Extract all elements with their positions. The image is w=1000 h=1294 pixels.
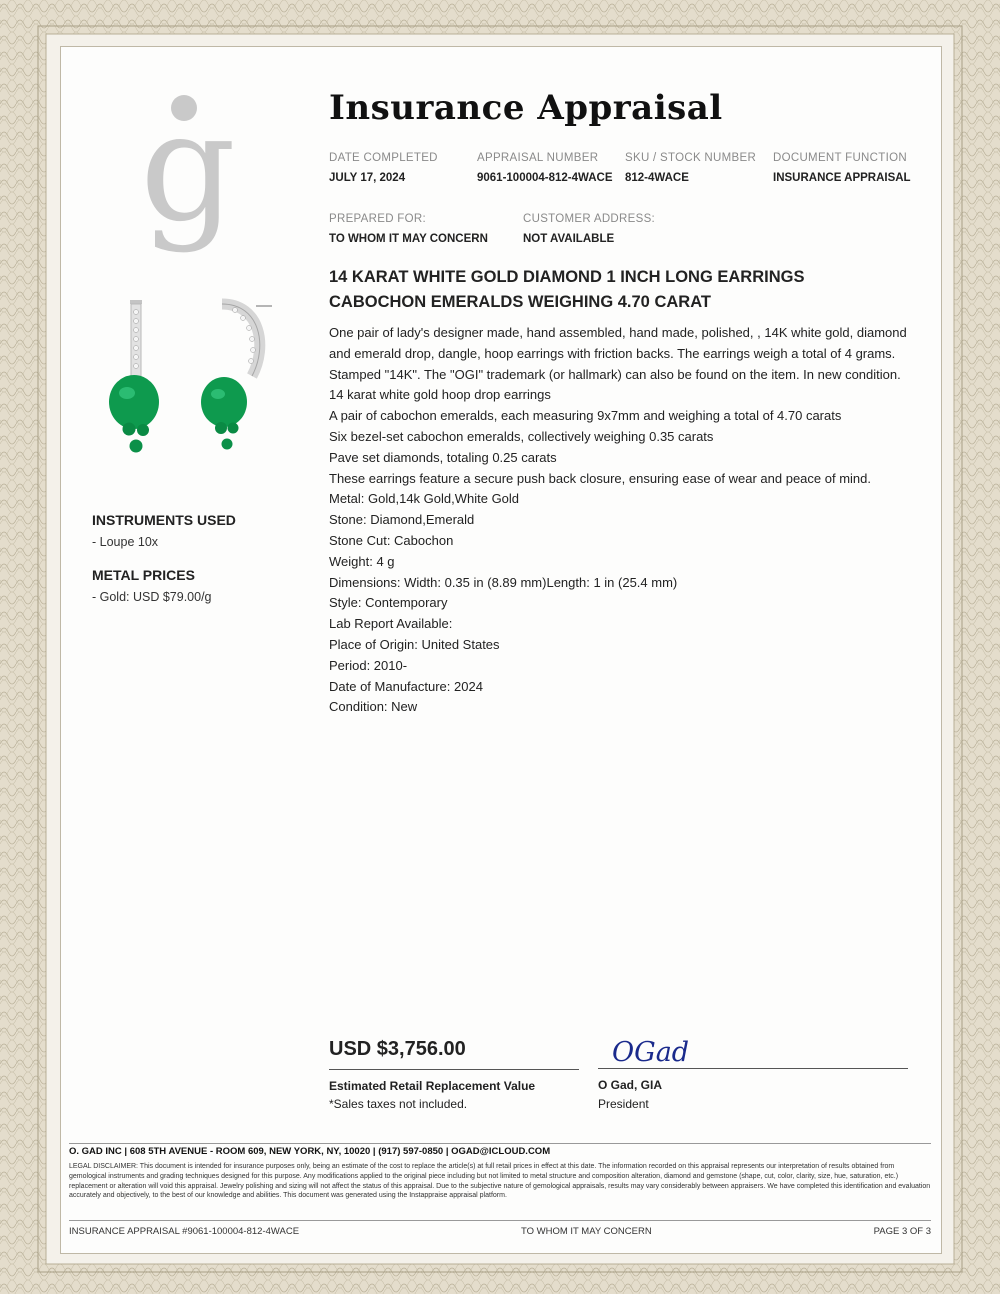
description-line: These earrings feature a secure push back closure, ensuring ease of wear and peace of mind. bbox=[329, 470, 871, 486]
meta-value: INSURANCE APPRAISAL bbox=[773, 172, 911, 184]
signer-name: O Gad, GIA bbox=[598, 1078, 663, 1092]
description-line: Place of Origin: United States bbox=[329, 636, 500, 652]
valuation-block bbox=[329, 1038, 579, 1111]
document-title: Insurance Appraisal bbox=[329, 88, 723, 128]
description-line: Weight: 4 g bbox=[329, 553, 395, 569]
meta-label: APPRAISAL NUMBER bbox=[477, 152, 599, 164]
logo-letter: g bbox=[139, 94, 237, 255]
meta-label: DATE COMPLETED bbox=[329, 152, 438, 164]
meta-value: NOT AVAILABLE bbox=[523, 233, 615, 245]
signer-role: President bbox=[598, 1097, 649, 1111]
company-contact-line: O. GAD INC | 608 5TH AVENUE - ROOM 609, NEW YORK, NY, 10020 | (917) 597-0850 | OGAD@ICLOUD.COM bbox=[69, 1143, 931, 1157]
meta-prepared-for bbox=[329, 213, 488, 245]
description-line: Style: Contemporary bbox=[329, 595, 448, 611]
meta-label: SKU / STOCK NUMBER bbox=[625, 152, 757, 164]
meta-value: 812-4WACE bbox=[625, 172, 689, 184]
emerald-right-main bbox=[201, 377, 247, 427]
description-line: Stone: Diamond,Emerald bbox=[329, 512, 475, 528]
description-line: One pair of lady's designer made, hand assembled, hand made, polished, , 14K white gold, diamond and emerald drop, dangle, hoop earrings with friction backs. The earrings weigh a total of 4 grams. Stamped "14K". The "OGI" trademark (or hallmark) can also be found on the item. In new condition. bbox=[329, 325, 907, 382]
meta-document-function bbox=[773, 152, 911, 184]
meta-value: JULY 17, 2024 bbox=[329, 172, 406, 184]
meta-appraisal-number bbox=[477, 152, 613, 184]
description-line: 14 karat white gold hoop drop earrings bbox=[329, 387, 551, 403]
description-line: Period: 2010- bbox=[329, 657, 408, 673]
item-title bbox=[329, 265, 909, 315]
signature-icon bbox=[598, 1030, 718, 1068]
description-line: Condition: New bbox=[329, 699, 418, 715]
instruments-heading: INSTRUMENTS USED bbox=[92, 512, 236, 528]
meta-sku bbox=[625, 152, 756, 184]
description-line: Six bezel-set cabochon emeralds, collectively weighing 0.35 carats bbox=[329, 428, 714, 444]
meta-value: TO WHOM IT MAY CONCERN bbox=[329, 233, 488, 245]
replacement-value-price: USD $3,756.00 bbox=[329, 1038, 579, 1070]
item-title-line: 14 KARAT WHITE GOLD DIAMOND 1 INCH LONG EARRINGS bbox=[329, 268, 805, 286]
description-line: Lab Report Available: bbox=[329, 616, 453, 632]
emerald-left-main bbox=[109, 375, 159, 429]
description-line: Dimensions: Width: 0.35 in (8.89 mm)Length: 1 in (25.4 mm) bbox=[329, 574, 678, 590]
instruments-value: - Loupe 10x bbox=[92, 535, 159, 549]
sidebar-info bbox=[92, 512, 302, 622]
footer-page-number: PAGE 3 OF 3 bbox=[873, 1226, 931, 1237]
replacement-value-label: Estimated Retail Replacement Value bbox=[329, 1079, 536, 1093]
footer-recipient: TO WHOM IT MAY CONCERN bbox=[520, 1226, 652, 1237]
footer-appraisal-id: INSURANCE APPRAISAL #9061-100004-812-4WACE bbox=[69, 1226, 300, 1237]
description-line: Metal: Gold,14k Gold,White Gold bbox=[329, 491, 520, 507]
metal-prices-heading: METAL PRICES bbox=[92, 567, 195, 583]
meta-customer-address bbox=[523, 213, 655, 245]
sales-tax-note: *Sales taxes not included. bbox=[329, 1097, 468, 1111]
meta-label: DOCUMENT FUNCTION bbox=[773, 152, 907, 164]
earrings-product-image bbox=[100, 296, 275, 468]
description-line: A pair of cabochon emeralds, each measuring 9x7mm and weighing a total of 4.70 carats bbox=[329, 408, 842, 424]
item-title-line: CABOCHON EMERALDS WEIGHING 4.70 CARAT bbox=[329, 293, 711, 311]
meta-date-completed bbox=[329, 152, 438, 184]
signature-image bbox=[598, 1030, 908, 1069]
page-footer bbox=[69, 1220, 931, 1237]
legal-disclaimer: LEGAL DISCLAIMER: This document is intended for insurance purposes only, being an estimate of the cost to replace the article(s) at full retail prices in effect at this date. The information recorded on this appraisal represents our interpretation of results obtained from gemological instruments and grading techniques designed for this purpose. Any modifications applied to the original piece including but not limited to metal structure and composition alteration, diamond and gemstone (shape, cut, color, clarity, size, hue, saturation, etc.) replacement or alteration will void this appraisal. Jewelry polishing and sizing will not affect the status of this appraisal. Due to the subjective nature of gemological appraisals, results may vary considerably between appraisers. We have completed this identification and evaluation accurately and objectively, to the best of our knowledge and abilities. This document was generated using the Instappraise appraisal platform. bbox=[69, 1163, 931, 1200]
meta-value: 9061-100004-812-4WACE bbox=[477, 172, 613, 184]
item-description bbox=[329, 323, 914, 718]
signature-block bbox=[598, 1030, 908, 1111]
description-line: Date of Manufacture: 2024 bbox=[329, 678, 483, 694]
description-line: Stone Cut: Cabochon bbox=[329, 532, 454, 548]
meta-label: PREPARED FOR: bbox=[329, 213, 426, 225]
signature-script: OGad bbox=[612, 1037, 690, 1068]
brand-logo bbox=[138, 94, 238, 276]
metal-prices-value: - Gold: USD $79.00/g bbox=[92, 590, 212, 604]
meta-label: CUSTOMER ADDRESS: bbox=[523, 213, 656, 225]
description-line: Pave set diamonds, totaling 0.25 carats bbox=[329, 449, 557, 465]
